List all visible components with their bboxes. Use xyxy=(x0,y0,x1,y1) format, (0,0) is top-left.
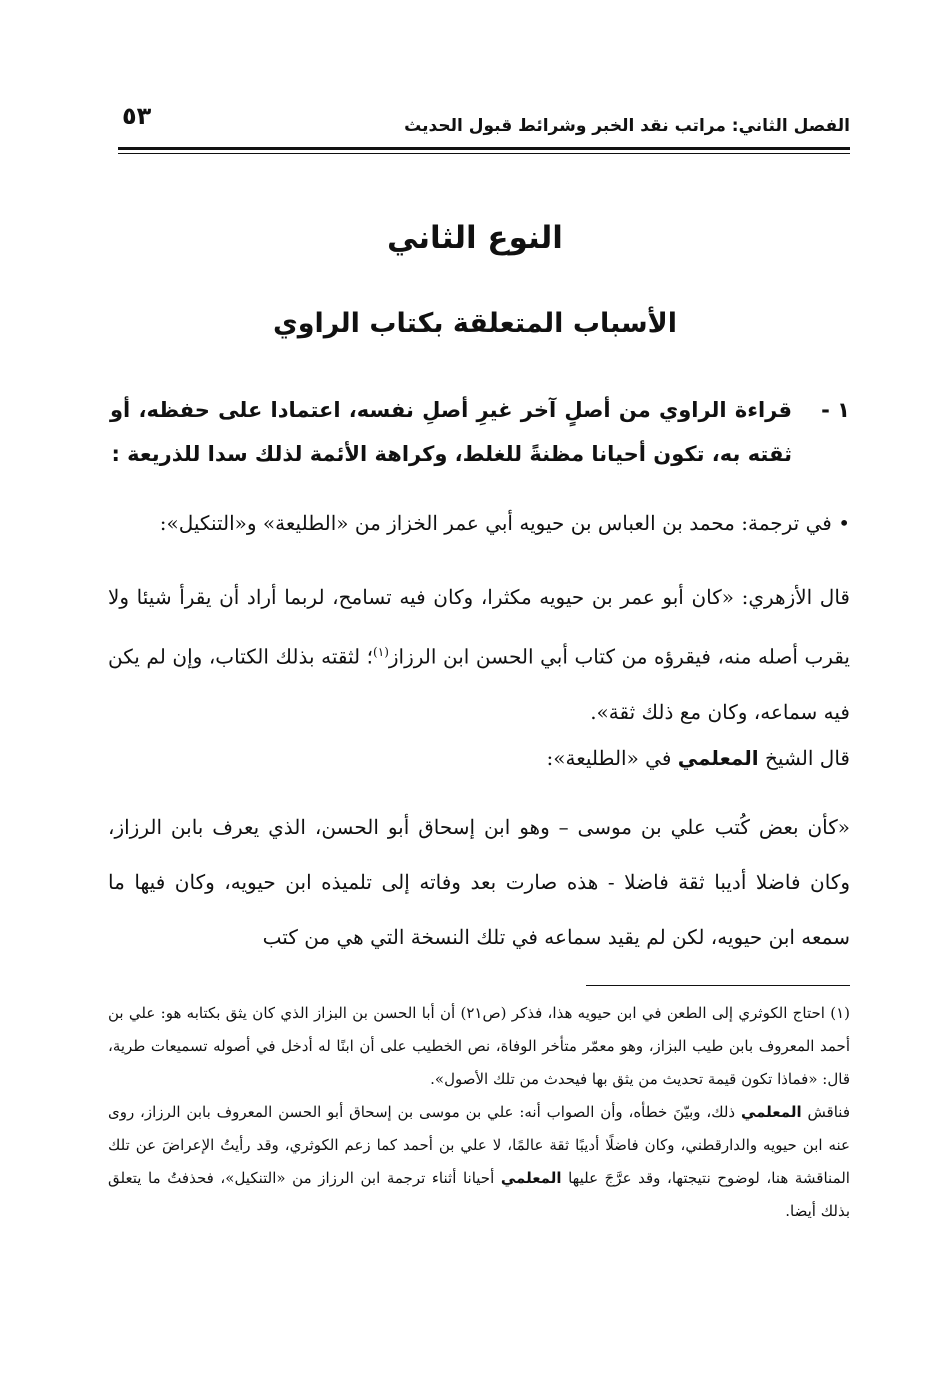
paragraph-text-continued: ؛ لثقته بذلك الكتاب، وإن لم يكن فيه سماعه، وكان مع ذلك ثقة». xyxy=(108,644,850,724)
footnote-reference: (١) xyxy=(373,645,389,659)
item-number: ١ - xyxy=(821,398,850,422)
header-rule-thin xyxy=(118,153,850,154)
header-rule-thick xyxy=(118,147,850,150)
bullet-text: في ترجمة: محمد بن العباس بن حيويه أبي عمر الخزاز من «الطليعة» و«التنكيل»: xyxy=(159,511,832,535)
footnotes xyxy=(108,997,850,1228)
intro-suffix: في «الطليعة»: xyxy=(546,746,672,770)
bullet-marker: • xyxy=(838,511,850,535)
footnote-text: فناقش xyxy=(807,1103,850,1121)
author-name-bold: المعلمي xyxy=(500,1169,562,1187)
numbered-item xyxy=(110,388,850,476)
footnote-1: (١) احتاج الكوثري إلى الطعن في ابن حيويه هذا، فذكر (ص٢١) أن أبا الحسن بن البزاز الذي كان يثق بكتابه هو: علي بن أحمد المعروف بابن طيب البزاز، وهو معمّر متأخر الوفاة، نص الخطيب على أن ابنًا له أدخل في أصوله تسميعات طرية، قال: «فماذا تكون قيمة تحديث من يثق بها فيحدث من تلك الأصول». xyxy=(108,1004,850,1088)
page-header xyxy=(118,92,850,150)
section-heading: النوع الثاني xyxy=(387,220,563,256)
footnote-text: أحيانا أثناء ترجمة ابن الرزاز من «التنكيل»، فحذفتُ ما يتعلق بذلك أيضا. xyxy=(108,1169,850,1220)
item-text: قراءة الراوي من أصلٍ آخر غيرِ أصلِ نفسه، اعتمادا على حفظه، أو ثقته به، تكون أحيانا مظنةً للغلط، وكراهة الأئمة لذلك سدا للذريعة : xyxy=(110,398,792,466)
page-number: ٥٣ xyxy=(122,102,152,130)
footnote-text: ذلك، وبيّنَ خطأه، وأن الصواب أنه: علي بن موسى بن إسحاق أبو الحسن المعروف بابن الرزاز، روى عنه ابن حيويه والدارقطني، وكان فاضلًا أديبًا ثقة عالمًا، لا علي بن أحمد كما زعم الكوثري، وقد رأيتُ الإعراضَ عن تلك المناقشة هنا، لوضوح نتيجتها، وقد عرَّجَ عليها xyxy=(108,1103,850,1187)
author-name-bold: المعلمي xyxy=(677,746,759,770)
paragraph-text: قال الأزهري: «كان أبو عمر بن حيويه مكثرا، وكان فيه تسامح، لربما أراد أن يقرأ شيئا ولا يقرب أصله منه، فيقرؤه من كتاب أبي الحسن ابن الرزاز xyxy=(108,585,850,669)
footnote-separator xyxy=(586,985,850,986)
footnote-continuation xyxy=(108,1096,850,1228)
intro-prefix: قال الشيخ xyxy=(765,746,850,770)
paragraph-muallimi-intro xyxy=(110,738,850,778)
bullet-paragraph xyxy=(110,503,850,543)
running-title: الفصل الثاني: مراتب نقد الخبر وشرائط قبول الحديث xyxy=(404,116,850,136)
author-name-bold: المعلمي xyxy=(740,1103,802,1121)
paragraph-azhari-quote xyxy=(108,570,850,740)
paragraph-quote: «كأن بعض كُتب علي بن موسى – وهو ابن إسحاق أبو الحسن، الذي يعرف بابن الرزاز، وكان فاضلا أديبا ثقة فاضلا - هذه صارت بعد وفاته إلى تلميذه ابن حيويه، وكان فيها ما سمعه ابن حيويه، لكن لم يقيد سماعه في تلك النسخة التي هي من كتب xyxy=(108,815,850,949)
subsection-heading: الأسباب المتعلقة بكتاب الراوي xyxy=(272,308,678,339)
